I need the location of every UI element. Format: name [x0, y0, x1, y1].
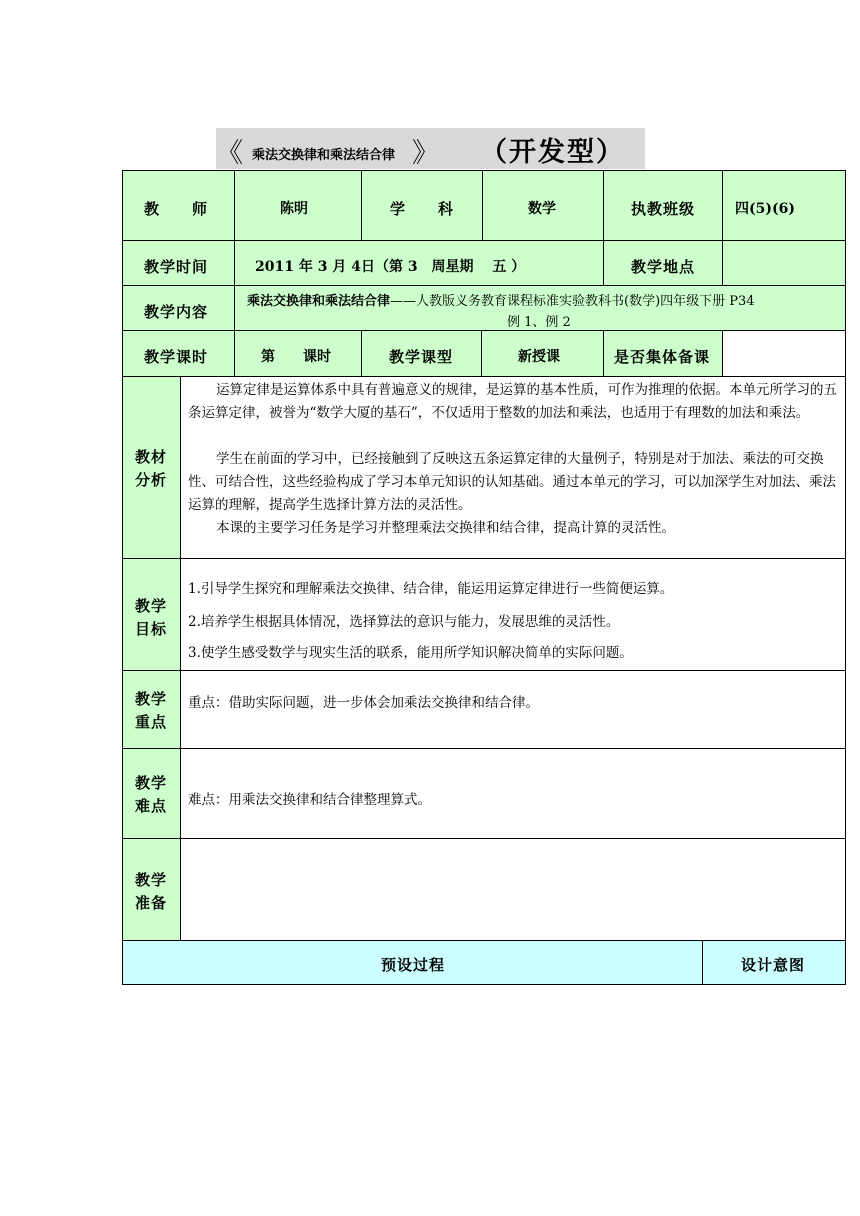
- prep-label-cell: [122, 838, 181, 941]
- goals-content-cell: [180, 558, 846, 671]
- keypoint-label-cell: [122, 670, 181, 749]
- type-value: 新授课: [518, 349, 560, 365]
- content-source: ——人教版义务教育课程标准实验教科书(数学)四年级下册 P34: [390, 294, 755, 309]
- analysis-paragraph-3: 本课的主要学习任务是学习并整理乘法交换律和结合律，提高计算的灵活性。: [216, 520, 675, 536]
- goal-item-2: 2.培养学生根据具体情况，选择算法的意识与能力，发展思维的灵活性。: [188, 614, 620, 630]
- teacher-label-cell: [122, 170, 235, 241]
- process-header-cell: [122, 940, 703, 985]
- place-value-cell: [722, 240, 846, 286]
- goals-label-cell: [122, 558, 181, 671]
- content-label: 教学内容: [144, 303, 209, 321]
- type-value-cell: [481, 330, 604, 377]
- keypoint-label-1: 教学: [135, 690, 168, 708]
- place-label-cell: [603, 240, 723, 286]
- subject-label-cell: [361, 170, 483, 241]
- keypoint-label-2: 重点: [135, 713, 168, 731]
- subject-label: 学 科: [390, 200, 455, 218]
- prep-label-1: 教学: [135, 871, 168, 889]
- analysis-label-2: 分析: [135, 471, 168, 489]
- teacher-label: 教 师: [144, 200, 209, 218]
- subject-value: 数学: [528, 201, 556, 217]
- process-label: 预设过程: [381, 956, 446, 974]
- prep-content-cell: [180, 838, 846, 941]
- goal-item-1: 1.引导学生探究和理解乘法交换律、结合律，能运用运算定律进行一些简便运算。: [188, 581, 674, 597]
- title-close-bracket: 》: [412, 138, 439, 169]
- prep-label-2: 准备: [135, 894, 168, 912]
- group-label-cell: [603, 330, 723, 377]
- analysis-content-cell: [180, 376, 846, 559]
- title-open-bracket: 《: [216, 138, 243, 169]
- teacher-value: 陈明: [280, 201, 308, 217]
- class-label: 执教班级: [631, 200, 696, 218]
- goal-item-3: 3.使学生感受数学与现实生活的联系，能用所学知识解决简单的实际问题。: [188, 645, 633, 661]
- time-value-cell: [234, 240, 604, 286]
- type-label: 教学课型: [389, 348, 454, 366]
- time-label-cell: [122, 240, 235, 286]
- class-value-cell: [722, 170, 846, 241]
- period-label-cell: [122, 330, 235, 377]
- period-value-cell: [234, 330, 362, 377]
- content-label-cell: [122, 285, 235, 331]
- teacher-value-cell: [234, 170, 362, 241]
- group-label: 是否集体备课: [614, 348, 711, 366]
- period-label: 教学课时: [144, 348, 209, 366]
- analysis-paragraph-2: 学生在前面的学习中，已经接触到了反映这五条运算定律的大量例子，特别是对于加法、乘法的可交换性、可结合性，这些经验构成了学习本单元知识的认知基础。通过本单元的学习，可以加深学生对加法、乘法运算的理解，提高学生选择计算方法的灵活性。: [188, 451, 836, 513]
- type-label-cell: [361, 330, 482, 377]
- content-title: 乘法交换律和乘法结合律: [247, 294, 391, 309]
- difficulty-content-cell: [180, 748, 846, 839]
- period-value: 第 课时: [261, 349, 331, 365]
- difficulty-label-2: 难点: [135, 797, 168, 815]
- analysis-label-cell: [122, 376, 181, 559]
- difficulty-label-cell: [122, 748, 181, 839]
- goals-label-2: 目标: [135, 620, 168, 638]
- intent-label: 设计意图: [741, 956, 806, 974]
- time-value: 2011 年 3 月 4日（第 3 周星期 五 ）: [255, 259, 526, 275]
- place-label: 教学地点: [631, 258, 696, 276]
- lesson-title: 乘法交换律和乘法结合律: [252, 148, 396, 163]
- analysis-label-1: 教材: [135, 448, 168, 466]
- class-label-cell: [603, 170, 723, 241]
- keypoint-content-cell: [180, 670, 846, 749]
- class-value: 四(5)(6): [735, 201, 795, 217]
- difficulty-label-1: 教学: [135, 774, 168, 792]
- time-label: 教学时间: [144, 258, 209, 276]
- intent-header-cell: [702, 940, 846, 985]
- content-line-1: [247, 290, 755, 309]
- content-value-cell: [234, 285, 846, 331]
- goals-label-1: 教学: [135, 597, 168, 615]
- lesson-type: （开发型）: [480, 137, 625, 168]
- subject-value-cell: [482, 170, 604, 241]
- keypoint-text: 重点：借助实际问题，进一步体会加乘法交换律和结合律。: [188, 695, 539, 711]
- difficulty-text: 难点：用乘法交换律和结合律整理算式。: [188, 792, 431, 808]
- analysis-paragraph-1: 运算定律是运算体系中具有普遍意义的规律，是运算的基本性质，可作为推理的依据。本单元所学习的五条运算定律，被誉为“数学大厦的基石”，不仅适用于整数的加法和乘法，也适用于有理数的加法和乘法。: [188, 382, 837, 421]
- group-value-cell: [722, 330, 846, 377]
- content-line-2: 例 1、例 2: [507, 315, 571, 330]
